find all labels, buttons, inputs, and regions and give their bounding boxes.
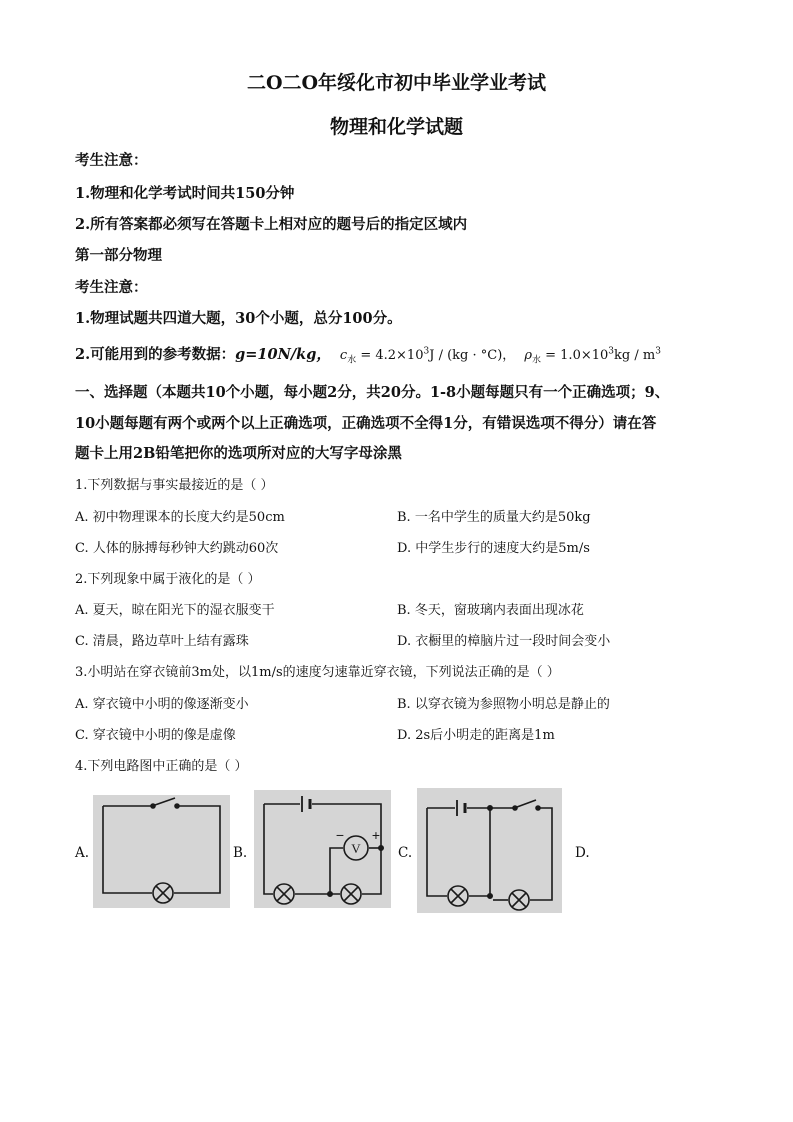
option-b: B. 一名中学生的质量大约是50kg	[397, 510, 591, 525]
question-stem: 4.下列电路图中正确的是（ ）	[75, 759, 248, 774]
voltmeter-letter: V	[351, 841, 361, 856]
question-stem: 3.小明站在穿衣镜前3m处，以1m/s的速度匀速靠近穿衣镜，下列说法正确的是（ ）	[75, 665, 560, 680]
notice-heading: 考生注意：	[75, 152, 148, 169]
g-value: g=10N/kg，	[235, 346, 331, 363]
option-c: C. 穿衣镜中小明的像是虚像	[75, 728, 236, 743]
figure-label-a: A.	[75, 845, 90, 861]
figure-label-d: D.	[575, 845, 590, 861]
voltmeter-minus: −	[335, 827, 345, 843]
reference-data-line	[75, 343, 661, 366]
option-d: D. 衣橱里的樟脑片过一段时间会变小	[397, 634, 611, 649]
circuit-diagram-a	[93, 795, 230, 908]
question-stem: 1.下列数据与事实最接近的是（ ）	[75, 478, 274, 493]
section-heading-cont: 题卡上用2B铅笔把你的选项所对应的大写字母涂黑	[75, 445, 402, 462]
page-title: 二O二O年绥化市初中毕业学业考试	[246, 72, 547, 94]
circuit-diagram-b	[254, 790, 391, 908]
reference-prefix: 2.可能用到的参考数据：	[75, 346, 236, 363]
notice-heading: 考生注意：	[75, 279, 148, 296]
option-a: A. 初中物理课本的长度大约是50cm	[75, 510, 285, 525]
figure-label-b: B.	[233, 845, 248, 861]
option-d: D. 2s后小明走的距离是1m	[397, 728, 555, 743]
option-a: A. 夏天，晾在阳光下的湿衣服变干	[75, 603, 275, 618]
option-c: C. 人体的脉搏每秒钟大约跳动60次	[75, 541, 279, 556]
figure-label-c: C.	[398, 845, 413, 861]
option-b: B. 冬天，窗玻璃内表面出现冰花	[397, 603, 584, 618]
part-heading: 第一部分物理	[75, 247, 162, 264]
notice-item: 1.物理试题共四道大题，30个小题，总分100分。	[75, 310, 402, 327]
option-a: A. 穿衣镜中小明的像逐渐变小	[75, 697, 249, 712]
page-subtitle: 物理和化学试题	[329, 116, 463, 138]
option-c: C. 清晨，路边草叶上结有露珠	[75, 634, 249, 649]
section-heading-cont: 10小题每题有两个或两个以上正确选项，正确选项不全得1分，有错误选项不得分）请在答	[75, 415, 657, 432]
option-b: B. 以穿衣镜为参照物小明总是静止的	[397, 697, 610, 712]
question-stem: 2.下列现象中属于液化的是（ ）	[75, 572, 261, 587]
density-formula: $\rho_水 = 1.0\times 10^3kg / m^3$	[524, 346, 661, 366]
notice-item: 1.物理和化学考试时间共150分钟	[75, 185, 295, 202]
circuit-diagram-c	[417, 788, 562, 913]
voltmeter-plus: +	[371, 827, 381, 843]
section-heading: 一、选择题（本题共10个小题，每小题2分，共20分。1-8小题每题只有一个正确选项；9、	[75, 384, 670, 401]
notice-item: 2.所有答案都必须写在答题卡上相对应的题号后的指定区域内	[75, 216, 468, 233]
option-d: D. 中学生步行的速度大约是5m/s	[397, 541, 590, 556]
switch-lever	[155, 798, 175, 805]
specific-heat-formula: $c_水 = 4.2\times 10^3J / (kg \cdot ^\circ C)$，	[339, 346, 516, 366]
